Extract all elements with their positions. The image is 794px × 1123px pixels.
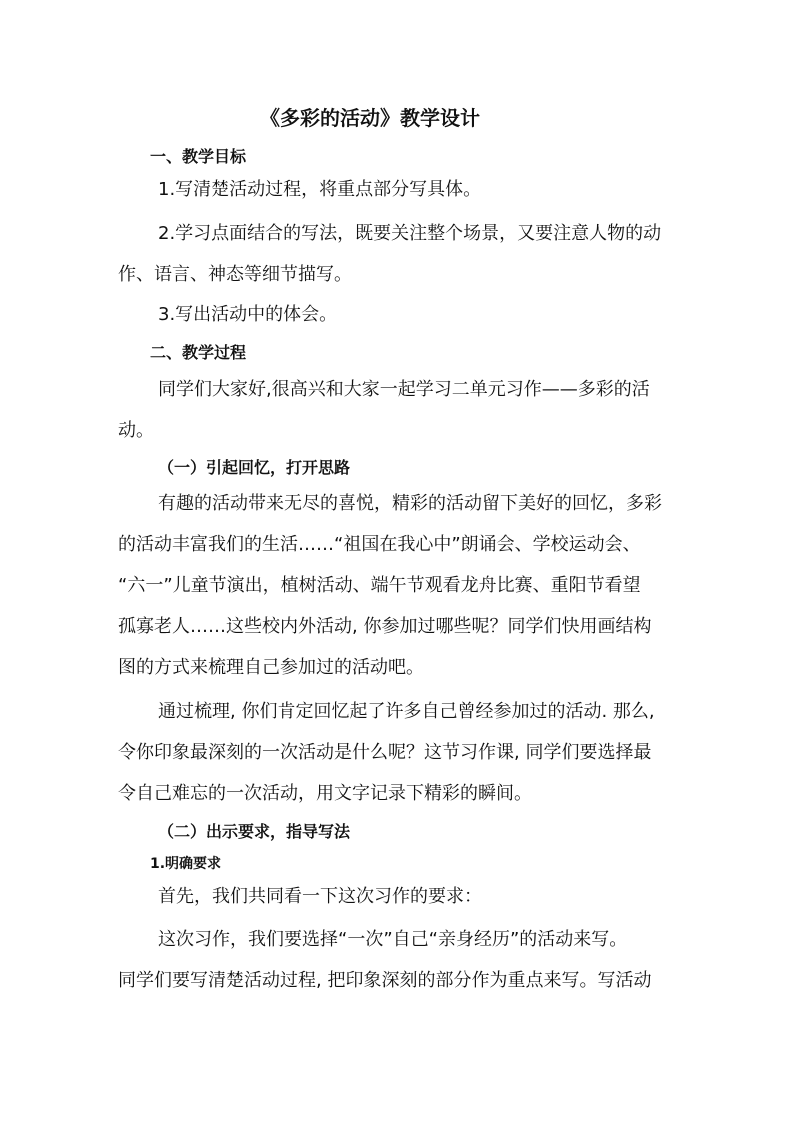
paragraph-line: “六一”儿童节演出，植树活动、端午节观看龙舟比赛、重阳节看望 <box>118 575 641 596</box>
paragraph-line: 首先，我们共同看一下这次习作的要求： <box>158 886 482 907</box>
paragraph-line: 有趣的活动带来无尽的喜悦，精彩的活动留下美好的回忆，多彩 <box>158 493 662 514</box>
section-heading-process: 二、教学过程 <box>150 343 247 362</box>
section-heading-goals: 一、教学目标 <box>150 147 247 166</box>
paragraph-line: 孤寡老人……这些校内外活动, 你参加过哪些呢？同学们快用画结构 <box>118 616 652 637</box>
document-title: 《多彩的活动》教学设计 <box>260 106 480 130</box>
paragraph-line: 通过梳理, 你们肯定回忆起了许多自己曾经参加过的活动. 那么, <box>158 701 655 722</box>
paragraph-line: 的活动丰富我们的生活……“祖国在我心中”朗诵会、学校运动会、 <box>118 534 641 555</box>
intro-line-1: 同学们大家好,很高兴和大家一起学习二单元习作——多彩的活 <box>158 379 650 400</box>
paragraph-line: 图的方式来梳理自己参加过的活动吧。 <box>118 657 424 678</box>
goal-item-1: 1.写清楚活动过程，将重点部分写具体。 <box>158 179 482 200</box>
goal-item-3: 3.写出活动中的体会。 <box>158 304 338 325</box>
paragraph-line: 同学们要写清楚活动过程, 把印象深刻的部分作为重点来写。写活动 <box>118 970 652 991</box>
part-heading-requirements: （二）出示要求，指导写法 <box>158 822 351 841</box>
intro-line-2: 动。 <box>118 420 154 441</box>
goal-item-2-line2: 作、语言、神态等细节描写。 <box>118 264 352 285</box>
paragraph-line: 令自己难忘的一次活动，用文字记录下精彩的瞬间。 <box>118 783 532 804</box>
sub-heading-clarify: 1.明确要求 <box>150 856 222 872</box>
part-heading-recall: （一）引起回忆，打开思路 <box>158 458 351 477</box>
goal-item-2-line1: 2.学习点面结合的写法，既要关注整个场景，又要注意人物的动 <box>158 223 662 244</box>
paragraph-line: 令你印象最深刻的一次活动是什么呢？这节习作课, 同学们要选择最 <box>118 742 652 763</box>
paragraph-line: 这次习作，我们要选择“一次”自己“亲身经历”的活动来写。 <box>158 929 628 950</box>
